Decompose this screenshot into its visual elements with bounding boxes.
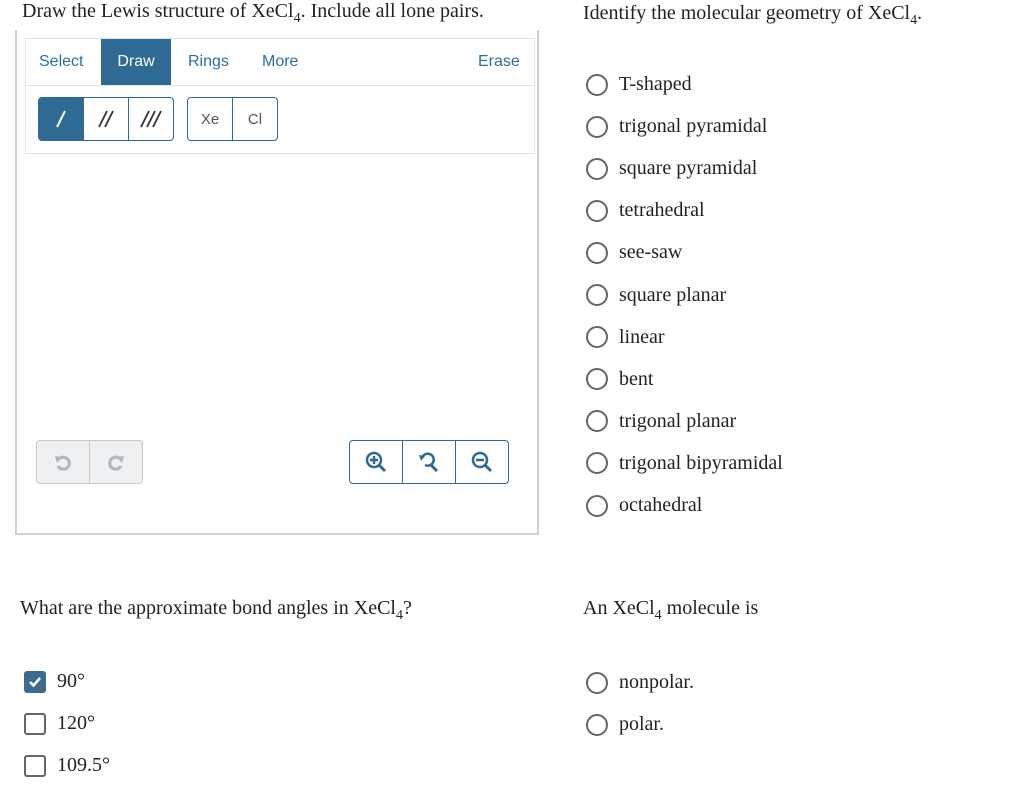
- option-label: bent: [619, 367, 654, 390]
- undo-icon: [53, 452, 73, 472]
- zoom-reset-button[interactable]: [402, 440, 456, 484]
- radio-button[interactable]: [586, 410, 608, 432]
- polarity-subscript: 4: [654, 608, 662, 623]
- angle-option[interactable]: [24, 754, 110, 777]
- option-label: linear: [619, 325, 665, 348]
- option-label: tetrahedral: [619, 199, 705, 222]
- radio-button[interactable]: [586, 495, 608, 517]
- zoom-in-icon: [364, 450, 388, 474]
- menu-erase-tab[interactable]: Erase: [478, 53, 520, 70]
- geometry-option[interactable]: [586, 157, 757, 180]
- geometry-option[interactable]: [586, 410, 736, 433]
- polarity-question-suffix: molecule is: [661, 597, 759, 619]
- menu-draw-tab[interactable]: Draw: [101, 39, 171, 85]
- zoom-out-button[interactable]: [455, 440, 509, 484]
- option-label: trigonal planar: [619, 409, 737, 432]
- lewis-question: [22, 0, 484, 27]
- checkbox[interactable]: [24, 671, 46, 693]
- double-bond-button[interactable]: [83, 97, 129, 141]
- radio-button[interactable]: [586, 714, 608, 736]
- undo-button[interactable]: [36, 440, 90, 484]
- editor-menubar: [26, 39, 534, 86]
- radio-button[interactable]: [586, 672, 608, 694]
- redo-button[interactable]: [89, 440, 143, 484]
- radio-button[interactable]: [586, 452, 608, 474]
- radio-button[interactable]: [586, 200, 608, 222]
- checkbox[interactable]: [24, 713, 46, 735]
- radio-button[interactable]: [586, 116, 608, 138]
- geometry-option[interactable]: [586, 368, 653, 391]
- angle-option[interactable]: [24, 712, 95, 735]
- geometry-option[interactable]: [586, 199, 705, 222]
- geometry-question: [583, 2, 922, 29]
- lewis-question-text: Draw the Lewis structure of XeCl: [22, 0, 294, 22]
- angles-subscript: 4: [396, 608, 403, 623]
- geometry-option[interactable]: [586, 452, 783, 475]
- triple-bond-button[interactable]: [128, 97, 174, 141]
- angle-option[interactable]: [24, 670, 85, 693]
- checkbox[interactable]: [24, 755, 46, 777]
- option-label: trigonal bipyramidal: [619, 451, 783, 474]
- triple-bond-icon: [139, 108, 163, 130]
- zoom-out-icon: [470, 450, 494, 474]
- angles-question: [20, 597, 412, 624]
- angles-question-suffix: ?: [403, 597, 412, 619]
- atom-cl-button[interactable]: Cl: [232, 97, 278, 141]
- geometry-option[interactable]: [586, 73, 692, 96]
- geometry-option[interactable]: [586, 326, 665, 349]
- zoom-reset-icon: [417, 450, 441, 474]
- geometry-option[interactable]: [586, 284, 726, 307]
- option-label: nonpolar.: [619, 671, 694, 693]
- option-label: polar.: [619, 713, 664, 735]
- redo-icon: [106, 452, 126, 472]
- single-bond-icon: [51, 108, 71, 130]
- geometry-subscript: 4: [910, 13, 918, 28]
- menu-select-tab[interactable]: Select: [39, 53, 84, 70]
- radio-button[interactable]: [586, 284, 608, 306]
- polarity-question-text: An XeCl: [583, 597, 655, 619]
- zoom-in-button[interactable]: [349, 440, 403, 484]
- option-label: T-shaped: [619, 73, 692, 95]
- polarity-question: [583, 597, 758, 624]
- option-label: octahedral: [619, 494, 703, 516]
- radio-button[interactable]: [586, 368, 608, 390]
- check-icon: [28, 676, 42, 688]
- option-label: square pyramidal: [619, 157, 758, 180]
- polarity-option[interactable]: [586, 713, 664, 736]
- radio-button[interactable]: [586, 326, 608, 348]
- option-label: 109.5°: [57, 754, 110, 776]
- geometry-option[interactable]: [586, 494, 702, 517]
- radio-button[interactable]: [586, 74, 608, 96]
- geometry-option[interactable]: [586, 115, 767, 138]
- menu-more-tab[interactable]: More: [262, 53, 299, 70]
- editor-toolbar: [25, 38, 535, 154]
- lewis-subscript: 4: [293, 11, 301, 26]
- option-label: square planar: [619, 283, 727, 306]
- atom-xe-button[interactable]: Xe: [187, 97, 233, 141]
- option-label: 120°: [57, 712, 95, 734]
- geometry-option[interactable]: [586, 241, 682, 264]
- radio-button[interactable]: [586, 158, 608, 180]
- geometry-question-suffix: .: [917, 2, 923, 24]
- menu-rings-tab[interactable]: Rings: [188, 53, 229, 70]
- double-bond-icon: [96, 108, 116, 130]
- radio-button[interactable]: [586, 242, 608, 264]
- single-bond-button[interactable]: [38, 97, 84, 141]
- option-label: trigonal pyramidal: [619, 115, 768, 138]
- option-label: 90°: [57, 670, 85, 692]
- angles-question-text: What are the approximate bond angles in XeCl: [20, 597, 396, 619]
- structure-editor[interactable]: [15, 30, 539, 535]
- geometry-question-text: Identify the molecular geometry of XeCl: [583, 2, 911, 24]
- lewis-question-suffix: . Include all lone pairs.: [300, 0, 484, 22]
- option-label: see-saw: [619, 241, 683, 264]
- polarity-option[interactable]: [586, 671, 694, 694]
